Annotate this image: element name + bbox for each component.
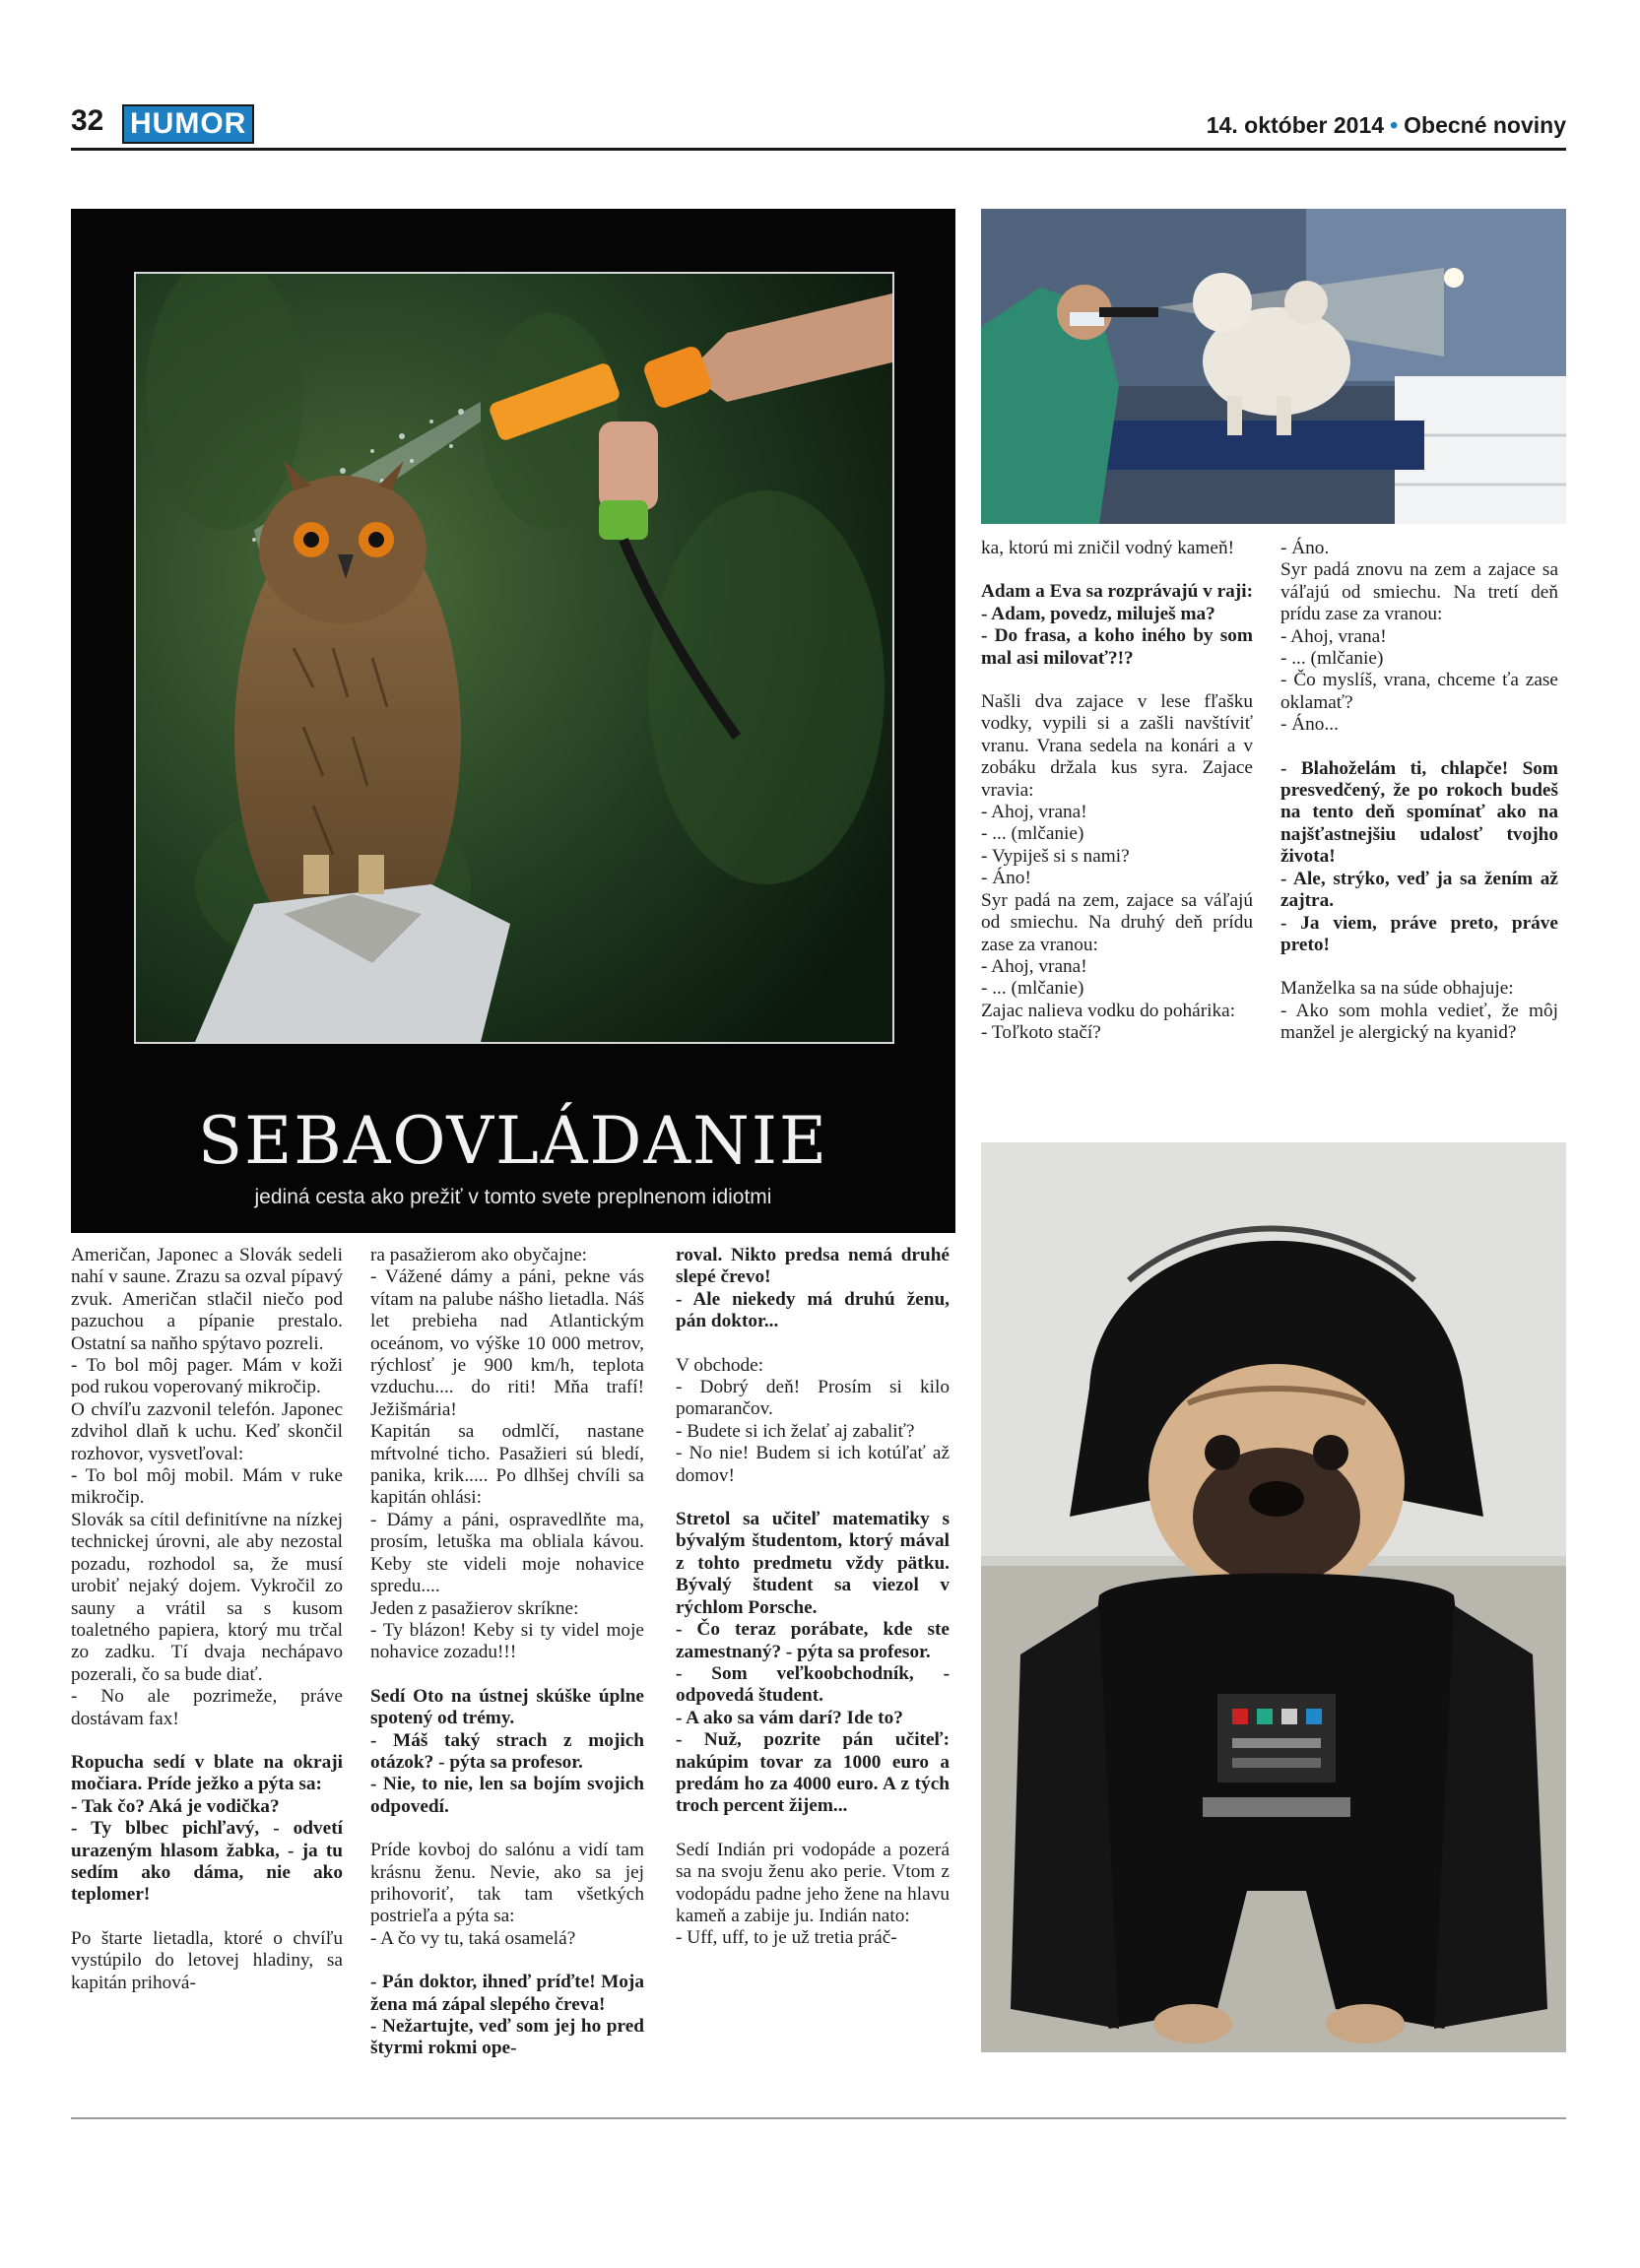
bold-line: Ropucha sedí v blate na okraji močiara. Príde ježko a pýta sa: <box>71 1751 343 1795</box>
paragraph: ka, ktorú mi zničil vodný kameň! <box>981 538 1235 558</box>
joke-pilot-start <box>71 1928 343 1994</box>
bold-line: - Ty blbec pichľavý, - odvetí urazeným hlasom žabka, - ja tu sedím ako dáma, nie ako teplomer! <box>71 1818 343 1906</box>
bold-line: - Máš taký strach z mojich otázok? - pýta sa profesor. <box>370 1729 644 1773</box>
dialogue-line: - Áno. <box>1280 538 1330 558</box>
joke-shop <box>676 1355 950 1487</box>
bold-line: - Som veľkoobchodník, - odpovedá študent. <box>676 1662 950 1707</box>
column-5 <box>1280 538 1558 1067</box>
bold-line: Stretol sa učiteľ matematiky s bývalým študentom, ktorý mával z tohto predmetu vždy pätku. Bývalý študent sa viezol v rýchlom Porsche. <box>676 1509 950 1618</box>
page-header <box>71 102 1566 146</box>
bold-line: - Nuž, pozrite pán učiteľ: nakúpim tovar za 1000 euro a predám ho za 4000 euro. A z tých troch percent žijem... <box>676 1729 950 1817</box>
dialogue-line: - Vypiješ si s nami? <box>981 845 1130 867</box>
dialogue-line: - No ale pozrimeže, práve dostávam fax! <box>71 1686 343 1729</box>
bold-line: - Nežartujte, veď som jej ho pred štyrmi rokmi ope- <box>370 2016 644 2059</box>
column-4 <box>981 538 1253 1067</box>
paragraph: Sedí Indián pri vodopáde a pozerá sa na svoju ženu ako perie. Vtom z vodopádu padne jeho žene na hlavu kameň a zabije ju. Indián nato: <box>676 1839 950 1926</box>
bold-line: - Ale niekedy má druhú ženu, pán doktor... <box>676 1288 950 1332</box>
paragraph: Príde kovboj do salónu a vidí tam krásnu ženu. Nevie, ako sa jej prihovoriť, tak tam všetkých postrieľa a pýta sa: <box>370 1840 644 1927</box>
motivational-poster <box>71 209 955 1233</box>
joke-court <box>1280 978 1558 1044</box>
dialogue-line: - Ako som mohla vedieť, že môj manžel je alergický na kyanid? <box>1280 1000 1558 1044</box>
dialogue-line: - Ty blázon! Keby si ty videl moje nohavice zozadu!!! <box>370 1619 644 1663</box>
bold-line: - Tak čo? Aká je vodička? <box>71 1795 280 1817</box>
dialogue-line: - No nie! Budem si ich kotúľať až domov! <box>676 1443 950 1486</box>
dialogue-line: - Áno! <box>981 868 1031 889</box>
section-label: HUMOR <box>122 104 254 144</box>
joke-indian <box>676 1840 950 1950</box>
issue-info <box>1207 112 1566 139</box>
header-rule <box>71 148 1566 151</box>
bold-line: Sedí Oto na ústnej skúške úplne spotený od trémy. <box>370 1685 644 1729</box>
dialogue-line: - Ahoj, vrana! <box>981 802 1087 823</box>
bold-line: - Nie, to nie, len sa bojím svojich odpovedí. <box>370 1774 644 1817</box>
bold-line: - Do frasa, a koho iného by som mal asi milovať?!? <box>981 625 1253 669</box>
dialogue-line: - ... (mlčanie) <box>981 978 1084 1000</box>
joke-indian-end <box>981 538 1253 559</box>
paragraph: V obchode: <box>676 1354 764 1376</box>
poster-subtitle: jediná cesta ako prežiť v tomto svete preplnenom idiotmi <box>254 1186 772 1208</box>
paragraph: Slovák sa cítil definitívne na nízkej technickej úrovni, ale aby nezostal pozadu, rozhodol sa, že musí urobiť nejaký dojem. Vykročil zo sauny a vrátil sa s kusom toaletného papiera, ktorý mu trčal zo zadku. Tí dvaja nechápavo pozerali, čo sa bude diať. <box>71 1509 343 1685</box>
newspaper-name: Obecné noviny <box>1404 112 1566 138</box>
column-2 <box>370 1245 644 2082</box>
dialogue-line: - To bol môj mobil. Mám v ruke mikročip. <box>71 1465 343 1509</box>
bold-line: - Ja viem, práve preto, práve preto! <box>1280 912 1558 955</box>
poster-title: SEBAOVLÁDANIE <box>197 1103 829 1179</box>
bold-line: - A ako sa vám darí? Ide to? <box>676 1707 903 1728</box>
dialogue-line: - Áno... <box>1280 714 1339 736</box>
joke-doctor-start <box>370 1972 644 2060</box>
dialogue-line: - Dobrý deň! Prosím si kilo pomarančov. <box>676 1377 950 1420</box>
pug-vader-photo <box>981 1142 1566 2052</box>
dialogue-line: - Budete si ich želať aj zabaliť? <box>676 1420 915 1442</box>
paragraph: Syr padá znovu na zem a zajace sa váľajú od smiechu. Na tretí deň prídu zase za vranou: <box>1280 559 1558 625</box>
owl-photo <box>134 272 894 1044</box>
joke-wedding <box>1280 758 1558 957</box>
paragraph: Zajac nalieva vodku do pohárika: <box>981 1000 1236 1021</box>
dialogue-line: - Ahoj, vrana! <box>1280 625 1387 647</box>
joke-pilot-cont <box>370 1245 644 1664</box>
bold-line: Adam a Eva sa rozprávajú v raji: <box>981 581 1253 603</box>
dialogue-line: - Dámy a páni, ospravedlňte ma, prosím, letuška ma obliala kávou. Keby ste videli moje nohavice spredu.... <box>370 1509 644 1597</box>
dialogue-line: - Ahoj, vrana! <box>981 955 1087 977</box>
page-number: 32 <box>71 104 104 137</box>
paragraph: Našli dva zajace v lese fľašku vodky, vypili si a zašli navštíviť vranu. Vrana sedela na konári a v zobáku držala kus syra. Zajace vravia: <box>981 691 1253 801</box>
joke-toad <box>71 1752 343 1907</box>
bold-line: - Čo teraz porábate, kde ste zamestnaný? - pýta sa profesor. <box>676 1619 950 1662</box>
vet-dog-photo <box>981 209 1566 524</box>
column-3 <box>676 1245 950 1972</box>
joke-hares <box>981 691 1253 1045</box>
joke-adam-eva <box>981 581 1253 670</box>
paragraph: ra pasažierom ako obyčajne: <box>370 1245 588 1265</box>
paragraph: Manželka sa na súde obhajuje: <box>1280 978 1514 1000</box>
paragraph: O chvíľu zazvonil telefón. Japonec zdvihol dlaň k uchu. Keď skončil rozhovor, vysvetľoval: <box>71 1398 343 1464</box>
dialogue-line: - Čo myslíš, vrana, chceme ťa zase oklamať? <box>1280 670 1558 713</box>
bold-line: - Adam, povedz, miluješ ma? <box>981 603 1215 624</box>
column-1 <box>71 1245 343 2016</box>
joke-sauna <box>71 1245 343 1730</box>
pug-illustration <box>981 1142 1566 2052</box>
owl-illustration <box>136 274 892 1042</box>
issue-date: 14. október 2014 <box>1206 112 1385 138</box>
dialogue-line: - ... (mlčanie) <box>1280 648 1384 670</box>
joke-teacher <box>676 1509 950 1818</box>
paragraph: Jeden z pasažierov skríkne: <box>370 1597 579 1619</box>
dialogue-line: - To bol môj pager. Mám v koži pod rukou voperovaný mikročip. <box>71 1355 343 1398</box>
joke-cowboy <box>370 1840 644 1950</box>
paragraph: Po štarte lietadla, ktoré o chvíľu vystúpilo do letovej hladiny, sa kapitán prihová- <box>71 1927 343 1993</box>
joke-hares-end <box>1280 538 1558 737</box>
dialogue-line: - Vážené dámy a páni, pekne vás vítam na palube nášho lietadla. Náš let prebieha nad Atlantickým oceánom, vo výške 10 000 metrov, rýchlosť je 900 km/h, teplota vzduchu.... do riti! Mňa trafí! Ježišmária! <box>370 1266 644 1420</box>
joke-doctor-end <box>676 1245 950 1333</box>
paragraph: Syr padá na zem, zajace sa váľajú od smiechu. Na druhý deň prídu zase za vranou: <box>981 889 1253 955</box>
bold-line: - Blahoželám ti, chlapče! Som presvedčený, že po rokoch budeš na tento deň spomínať ako na najšťastnejšiu udalosť tvojho života! <box>1280 757 1558 868</box>
footer-rule <box>71 2117 1566 2119</box>
bullet-separator: • <box>1390 112 1399 138</box>
vet-illustration <box>981 209 1566 524</box>
dialogue-line: - A čo vy tu, taká osamelá? <box>370 1927 576 1949</box>
bold-line: - Pán doktor, ihneď príďte! Moja žena má zápal slepého čreva! <box>370 1972 644 2015</box>
bold-line: - Ale, strýko, veď ja sa žením až zajtra. <box>1280 868 1558 912</box>
bold-line: roval. Nikto predsa nemá druhé slepé črevo! <box>676 1245 950 1288</box>
paragraph: Američan, Japonec a Slovák sedeli nahí v saune. Zrazu sa ozval pípavý zvuk. Američan stlačil niečo pod pazuchou a pípanie prestalo. Ostatní sa naňho spýtavo pozreli. <box>71 1245 343 1354</box>
dialogue-line: - Toľkoto stačí? <box>981 1022 1101 1044</box>
dialogue-line: - ... (mlčanie) <box>981 823 1084 845</box>
joke-exam <box>370 1686 644 1818</box>
dialogue-line: - Uff, uff, to je už tretia práč- <box>676 1927 897 1949</box>
paragraph: Kapitán sa odmlčí, nastane mŕtvolné ticho. Pasažieri sú bledí, panika, krik..... Po dlhšej chvíli sa kapitán ohlási: <box>370 1421 644 1509</box>
